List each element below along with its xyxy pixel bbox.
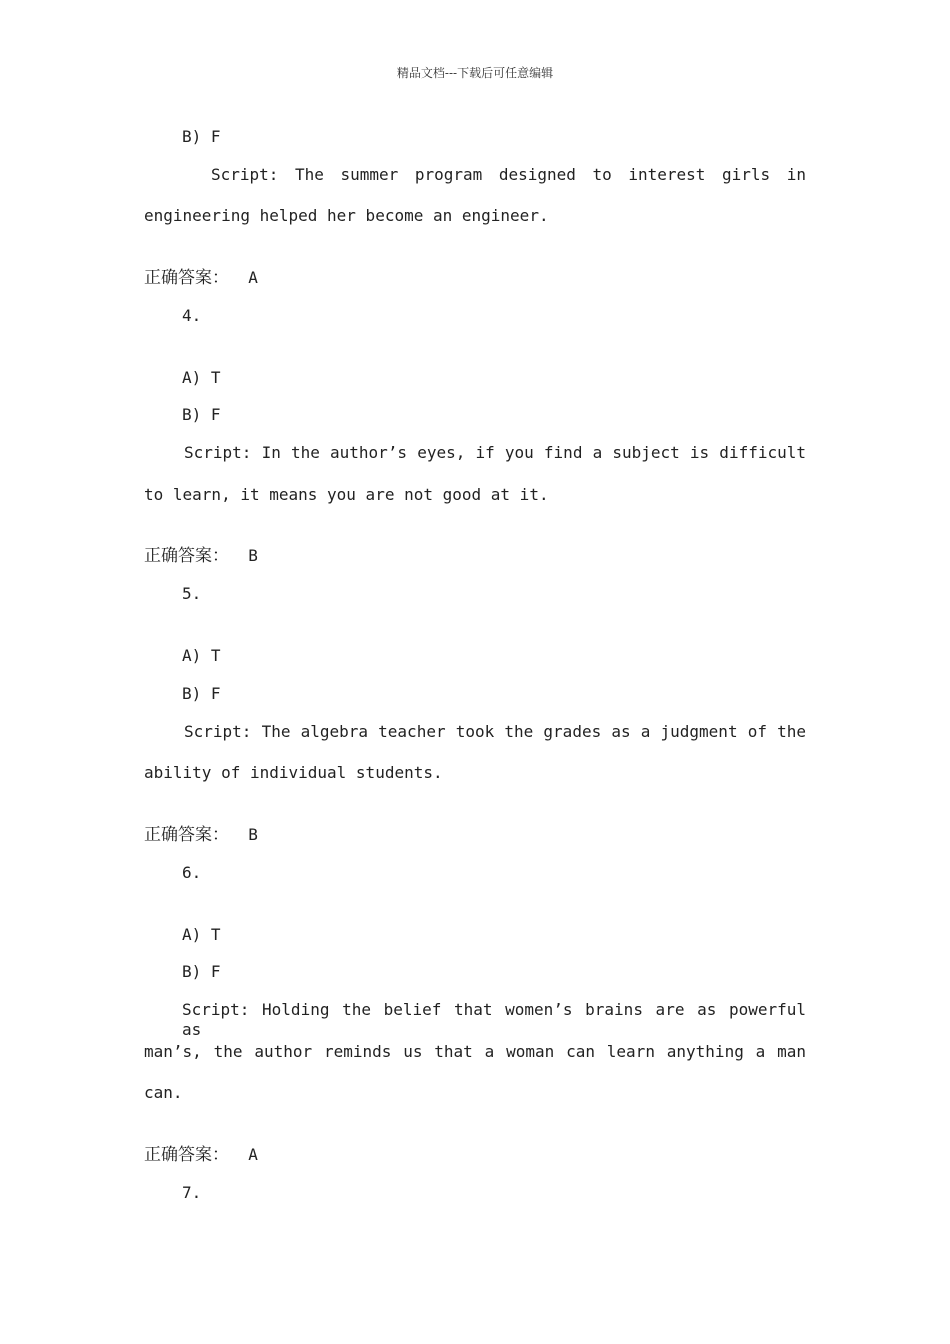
q4-answer	[144, 546, 258, 566]
answer-value: A	[248, 268, 258, 287]
answer-value: B	[248, 825, 258, 844]
answer-label: 正确答案：	[144, 268, 229, 288]
q6-script-line-2: man’s, the author reminds us that a woman can learn anything a man	[144, 1042, 806, 1061]
q3-script-line-1: Script: The summer program designed to interest girls in	[211, 165, 806, 184]
q5-number: 5.	[182, 584, 202, 603]
q4-script-line-2: to learn, it means you are not good at it.	[144, 485, 549, 504]
q7-number: 7.	[182, 1183, 202, 1202]
q6-answer	[144, 1145, 258, 1165]
q4-number: 4.	[182, 306, 202, 325]
q5-option-b: B) F	[182, 684, 221, 703]
answer-label: 正确答案：	[144, 546, 229, 566]
answer-value: A	[248, 1145, 258, 1164]
q6-option-b: B) F	[182, 962, 221, 981]
q6-script-line-3: can.	[144, 1083, 183, 1102]
answer-label: 正确答案：	[144, 1145, 229, 1165]
answer-label: 正确答案：	[144, 825, 229, 845]
q5-option-a: A) T	[182, 646, 221, 665]
q5-script-line-2: ability of individual students.	[144, 763, 443, 782]
q4-script-line-1: Script: In the author’s eyes, if you find a subject is difficult	[184, 443, 806, 462]
q3-script-line-2: engineering helped her become an engineer.	[144, 206, 549, 225]
answer-value: B	[248, 546, 258, 565]
q3-option-b: B) F	[182, 127, 221, 146]
q6-option-a: A) T	[182, 925, 221, 944]
q4-option-a: A) T	[182, 368, 221, 387]
q5-script-line-1: Script: The algebra teacher took the grades as a judgment of the	[184, 722, 806, 741]
q6-script-line-1: Script: Holding the belief that women’s brains are as powerful as	[182, 1000, 806, 1039]
q3-answer	[144, 268, 258, 288]
q4-option-b: B) F	[182, 405, 221, 424]
q5-answer	[144, 825, 258, 845]
q6-number: 6.	[182, 863, 202, 882]
page-header: 精品文档---下载后可任意编辑	[396, 66, 554, 80]
